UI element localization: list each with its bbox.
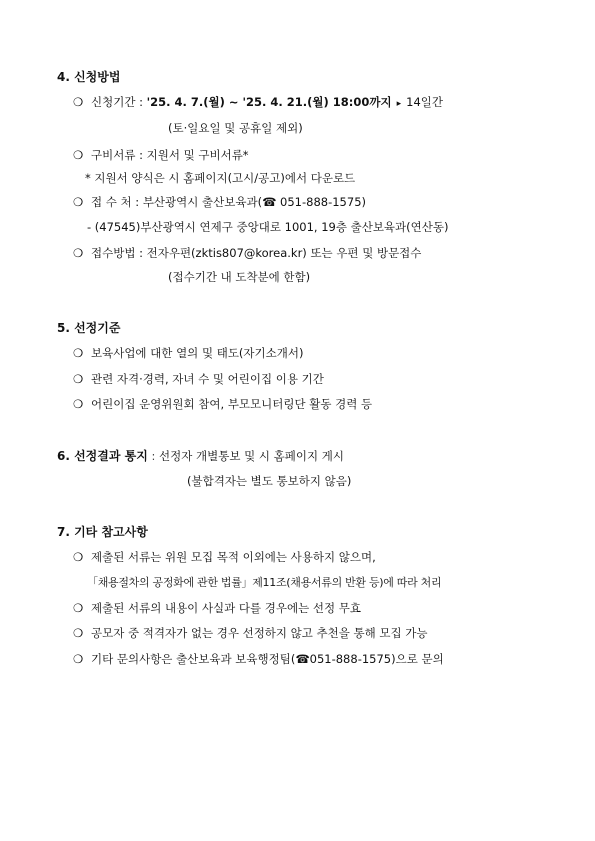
bullet-icon: ❍: [73, 550, 84, 564]
notes-item-continuation: 「채용절차의 공정화에 관한 법률」제11조(채용서류의 반환 등)에 따라 처리: [87, 576, 442, 589]
method-note: (접수기간 내 도착분에 한함): [168, 270, 311, 284]
criteria-text: 어린이집 운영위원회 참여, 부모모니터링단 활동 경력 등: [91, 397, 373, 411]
notes-item: [73, 552, 376, 564]
office-phone: 051-888-1575): [276, 195, 366, 209]
bullet-icon: ❍: [73, 195, 84, 209]
phone-icon: ☎: [262, 195, 277, 209]
criteria-item: [73, 374, 324, 386]
notes-text: 제출된 서류는 위원 모집 목적 이외에는 사용하지 않으며,: [91, 550, 376, 564]
period-label: 신청기간 :: [91, 95, 147, 109]
bullet-icon: ❍: [73, 397, 84, 411]
section-5-title: 5. 선정기준: [57, 321, 121, 335]
bullet-icon: ❍: [73, 652, 84, 666]
bullet-icon: ❍: [73, 626, 84, 640]
notes-text: 공모자 중 적격자가 없는 경우 선정하지 않고 추천을 통해 모집 가능: [91, 626, 428, 640]
bullet-icon: ❍: [73, 601, 84, 615]
notes-item: [73, 654, 444, 666]
criteria-text: 관련 자격·경력, 자녀 수 및 어린이집 이용 기간: [91, 372, 324, 386]
section-6-text: 선정자 개별통보 및 시 홈페이지 게시: [159, 449, 344, 463]
notes-item: [73, 628, 428, 640]
method-label: 접수방법 : 전자우편(zktis807@korea.kr) 또는 우편 및 방문접수: [91, 246, 422, 260]
reception-office: [73, 197, 366, 209]
bullet-icon: ❍: [73, 372, 84, 386]
bullet-icon: ❍: [73, 148, 84, 162]
notes-text: 기타 문의사항은 출산보육과 보육행정팀(: [91, 652, 296, 666]
section-7-title: 7. 기타 참고사항: [57, 525, 148, 539]
period-date-range: '25. 4. 7.(월) ~ '25. 4. 21.(월) 18:00까지: [146, 95, 392, 109]
notes-item: [73, 603, 361, 615]
criteria-item: [73, 399, 372, 411]
phone-icon: ☎: [295, 652, 310, 666]
period-days: 14일간: [406, 95, 444, 109]
section-4-title: 4. 신청방법: [57, 70, 121, 84]
docs-label: 구비서류 : 지원서 및 구비서류*: [91, 148, 249, 162]
criteria-text: 보육사업에 대한 열의 및 태도(자기소개서): [91, 346, 304, 360]
section-6: [57, 450, 344, 463]
required-docs: [73, 150, 249, 162]
section-6-note: (불합격자는 별도 통보하지 않음): [187, 474, 352, 488]
period-note: (토·일요일 및 공휴일 제외): [168, 121, 303, 135]
arrow-right-icon: ▸: [396, 99, 402, 109]
notes-phone: 051-888-1575)으로 문의: [309, 652, 444, 666]
bullet-icon: ❍: [73, 95, 84, 109]
section-6-sep: :: [147, 449, 160, 463]
office-label: 접 수 처 : 부산광역시 출산보육과(: [91, 195, 263, 209]
criteria-item: [73, 348, 303, 360]
office-address: - (47545)부산광역시 연제구 중앙대로 1001, 19층 출산보육과(연산동): [87, 220, 449, 234]
bullet-icon: ❍: [73, 346, 84, 360]
notes-text: 제출된 서류의 내용이 사실과 다를 경우에는 선정 무효: [91, 601, 361, 615]
application-period: [73, 97, 443, 109]
application-method: [73, 248, 421, 260]
bullet-icon: ❍: [73, 246, 84, 260]
docs-note: * 지원서 양식은 시 홈페이지(고시/공고)에서 다운로드: [85, 171, 356, 185]
section-6-title: 6. 선정결과 통지: [57, 449, 148, 463]
